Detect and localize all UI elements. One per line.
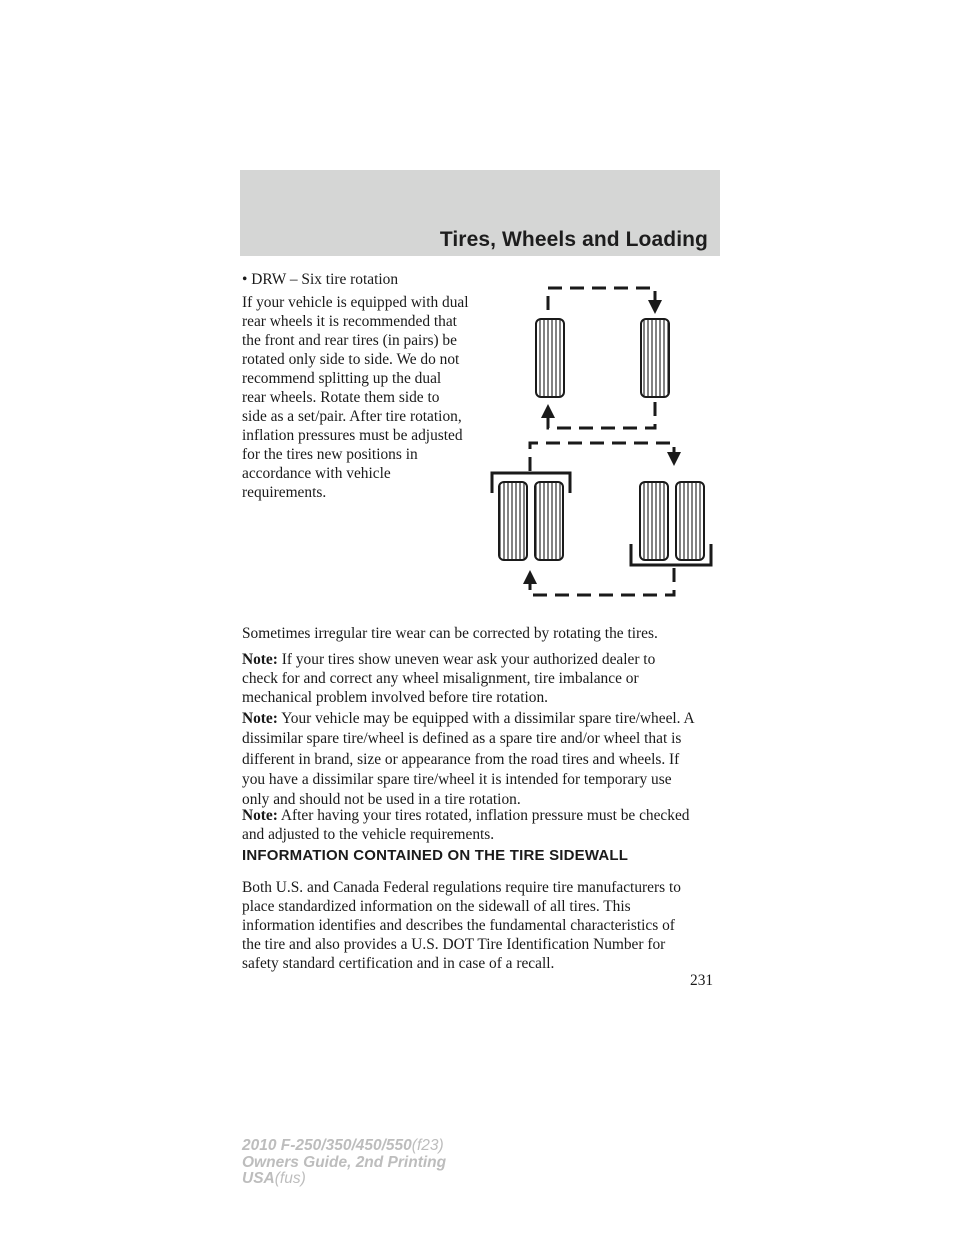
page-number: 231 bbox=[690, 972, 714, 989]
text-line: only and should not be used in a tire rotation. bbox=[242, 791, 521, 809]
text-line: If your vehicle is equipped with dual bbox=[242, 294, 469, 311]
text-line: and adjusted to the vehicle requirements. bbox=[242, 826, 495, 843]
note-paragraph bbox=[242, 806, 732, 844]
text-line: information identifies and describes the fundamental characteristics of bbox=[242, 917, 675, 934]
text-line: side as a set/pair. After tire rotation, bbox=[242, 408, 462, 425]
footer-model: 2010 F-250/350/450/550 bbox=[242, 1137, 412, 1154]
text-line: Both U.S. and Canada Federal regulations require tire manufacturers to bbox=[242, 879, 681, 896]
text-line: requirements. bbox=[242, 484, 327, 501]
note-label: Note: bbox=[242, 807, 278, 824]
front-left-tire bbox=[536, 319, 564, 397]
text-line: accordance with vehicle bbox=[242, 465, 391, 482]
footer-code: (f23) bbox=[411, 1137, 444, 1154]
note-label: Note: bbox=[242, 710, 278, 727]
rear-left-outer-tire bbox=[499, 482, 527, 560]
text-line: rotated only side to side. We do not bbox=[242, 351, 460, 368]
arrow-down-icon bbox=[667, 452, 681, 466]
text-line: the front and rear tires (in pairs) be bbox=[242, 332, 457, 349]
text-line: rear wheels. Rotate them side to bbox=[242, 389, 440, 406]
text-line: mechanical problem involved before tire rotation. bbox=[242, 689, 548, 706]
text-line: different in brand, size or appearance from the road tires and wheels. If bbox=[242, 750, 680, 768]
note-paragraph bbox=[242, 650, 732, 707]
footer-region: USA bbox=[242, 1170, 275, 1187]
bullet-text: DRW – Six tire rotation bbox=[251, 271, 399, 288]
rear-right-outer-tire bbox=[676, 482, 704, 560]
text-line: safety standard certification and in case of a recall. bbox=[242, 955, 555, 972]
top-rotation-path bbox=[548, 288, 655, 310]
upper-rear-rotation-path bbox=[530, 443, 674, 471]
text-line: After having your tires rotated, inflation pressure must be checked bbox=[280, 807, 690, 824]
text-line: place standardized information on the sidewall of all tires. This bbox=[242, 898, 631, 915]
arrow-up-icon bbox=[523, 570, 537, 584]
header-band bbox=[240, 170, 720, 256]
footer-region-code: (fus) bbox=[274, 1170, 306, 1187]
bullet-marker: • bbox=[242, 271, 248, 288]
text-line: for the tires new positions in bbox=[242, 446, 418, 463]
rear-right-inner-tire bbox=[640, 482, 668, 560]
section-heading: INFORMATION CONTAINED ON THE TIRE SIDEWALL bbox=[242, 847, 629, 864]
tire-rotation-diagram bbox=[486, 284, 718, 600]
text-line: If your tires show uneven wear ask your authorized dealer to bbox=[281, 651, 656, 668]
arrow-up-icon bbox=[541, 404, 555, 418]
text-line: dissimilar spare tire/wheel is defined as a spare tire and/or wheel that is bbox=[242, 730, 682, 748]
intro-paragraph bbox=[242, 293, 474, 502]
bullet-item bbox=[242, 270, 398, 289]
rear-left-inner-tire bbox=[535, 482, 563, 560]
document-footer bbox=[242, 1138, 446, 1188]
sidewall-paragraph bbox=[242, 878, 732, 973]
text-line: inflation pressures must be adjusted bbox=[242, 427, 463, 444]
text-line: you have a dissimilar spare tire/wheel it is intended for temporary use bbox=[242, 770, 672, 788]
bottom-rotation-path bbox=[530, 568, 674, 595]
text-line: the tire and also provides a U.S. DOT Tire Identification Number for bbox=[242, 936, 666, 953]
sometimes-paragraph: Sometimes irregular tire wear can be corrected by rotating the tires. bbox=[242, 625, 658, 642]
text-line: rear wheels it is recommended that bbox=[242, 313, 457, 330]
footer-guide: Owners Guide, 2nd Printing bbox=[242, 1153, 447, 1171]
text-line: check for and correct any wheel misalignment, tire imbalance or bbox=[242, 670, 639, 687]
text-line: recommend splitting up the dual bbox=[242, 370, 442, 387]
note-label: Note: bbox=[242, 651, 278, 668]
note-paragraph bbox=[242, 709, 732, 810]
section-title: Tires, Wheels and Loading bbox=[439, 228, 708, 251]
front-right-tire bbox=[641, 319, 669, 397]
mid-rotation-path bbox=[548, 402, 655, 428]
text-line: Your vehicle may be equipped with a dissimilar spare tire/wheel. A bbox=[281, 710, 695, 727]
arrow-down-icon bbox=[648, 300, 662, 314]
